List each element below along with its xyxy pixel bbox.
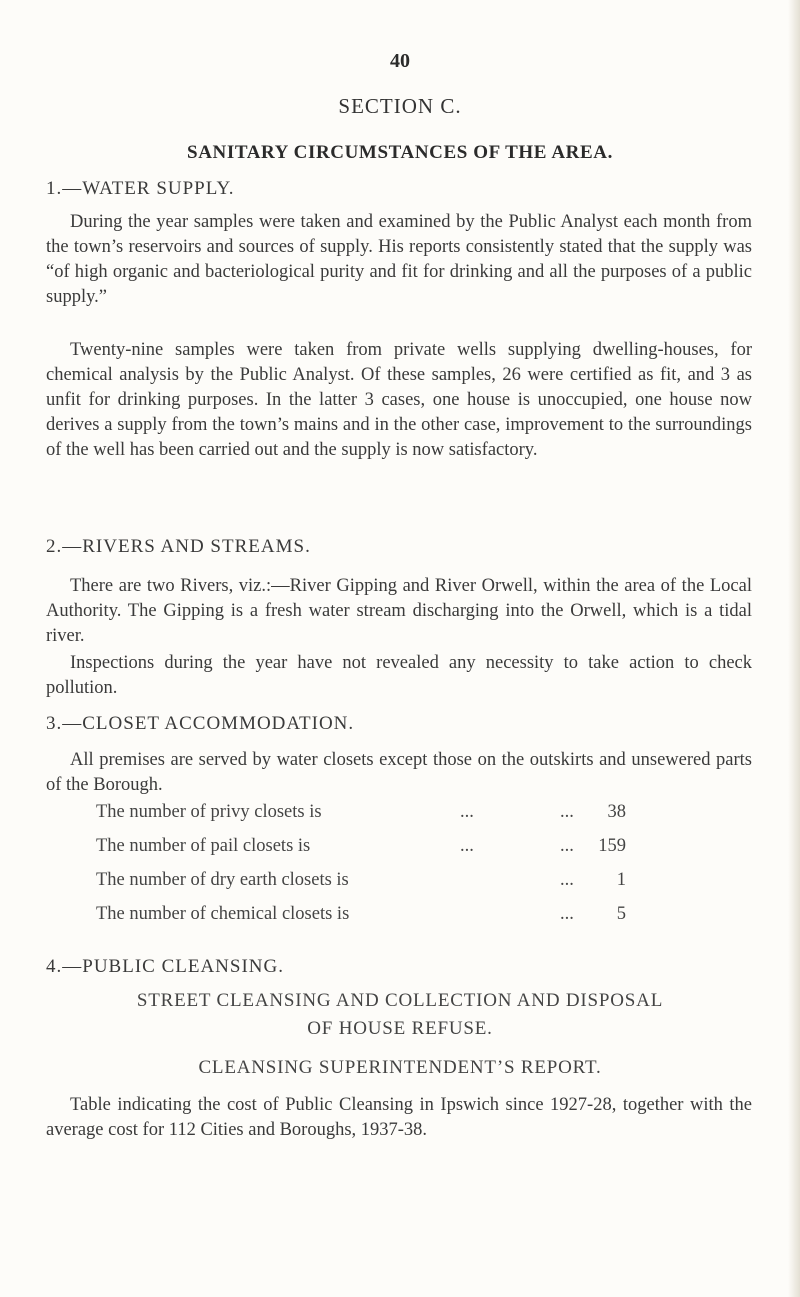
leader-dots: ... xyxy=(560,802,574,822)
closet-row-label: The number of chemical closets is xyxy=(96,904,350,924)
closet-row-label: The number of pail closets is xyxy=(96,836,311,856)
leader-dots: ... xyxy=(560,836,574,856)
leader-dots: ... xyxy=(560,870,574,890)
closet-heading: 3.—CLOSET ACCOMMODATION. xyxy=(46,713,355,734)
rivers-paragraph-2: Inspections during the year have not revealed any necessity to take action to check pollution. xyxy=(46,653,752,698)
closet-row-label: The number of dry earth closets is xyxy=(96,870,349,890)
superintendent-report-title: CLEANSING SUPERINTENDENT’S REPORT. xyxy=(198,1057,602,1078)
page-edge-shadow xyxy=(788,0,800,1297)
leader-dots: ... xyxy=(460,836,474,856)
water-supply-paragraph-1: During the year samples were taken and examined by the Public Analyst each month from the town’s reservoirs and sources of supply. His reports consistently stated that the supply was “of high organic and bacteriological purity and fit for drinking and all the purposes of a public supply.” xyxy=(46,212,752,307)
closet-row-value: 38 xyxy=(607,802,626,822)
water-supply-paragraph-2: Twenty-nine samples were taken from private wells supplying dwelling-houses, for chemical analysis by the Public Analyst. Of these samples, 26 were certified as fit, and 3 as unfit for drinking purposes. In the latter 3 cases, one house is unoccupied, one house now derives a supply from the town’s mains and in the other case, improvement to the surroundings of the well has been carried out and the supply is now satisfactory. xyxy=(46,340,752,460)
main-title: SANITARY CIRCUMSTANCES OF THE AREA. xyxy=(187,142,613,163)
rivers-heading: 2.—RIVERS AND STREAMS. xyxy=(46,536,311,557)
rivers-paragraph-1: There are two Rivers, viz.:—River Gipping and River Orwell, within the area of the Local Authority. The Gipping is a fresh water stream discharging into the Orwell, which is a tidal river. xyxy=(46,576,752,646)
cleansing-subheading-line-2: OF HOUSE REFUSE. xyxy=(307,1018,493,1039)
leader-dots: ... xyxy=(460,802,474,822)
closet-row-value: 1 xyxy=(616,870,626,890)
closet-row-value: 5 xyxy=(616,904,626,924)
page-number: 40 xyxy=(390,50,410,72)
cleansing-paragraph-1: Table indicating the cost of Public Cleansing in Ipswich since 1927-28, together with the average cost for 112 Cities and Boroughs, 1937-38. xyxy=(46,1095,752,1140)
water-supply-heading: 1.—WATER SUPPLY. xyxy=(46,178,235,199)
closet-row-value: 159 xyxy=(598,836,626,856)
cleansing-subheading-line-1: STREET CLEANSING AND COLLECTION AND DISPOSAL xyxy=(136,990,664,1011)
section-label: SECTION C. xyxy=(338,94,462,118)
closet-row-label: The number of privy closets is xyxy=(96,802,322,822)
leader-dots: ... xyxy=(560,904,574,924)
cleansing-heading: 4.—PUBLIC CLEANSING. xyxy=(46,956,284,977)
closet-paragraph-1: All premises are served by water closets except those on the outskirts and unsewered parts of the Borough. xyxy=(46,750,752,795)
